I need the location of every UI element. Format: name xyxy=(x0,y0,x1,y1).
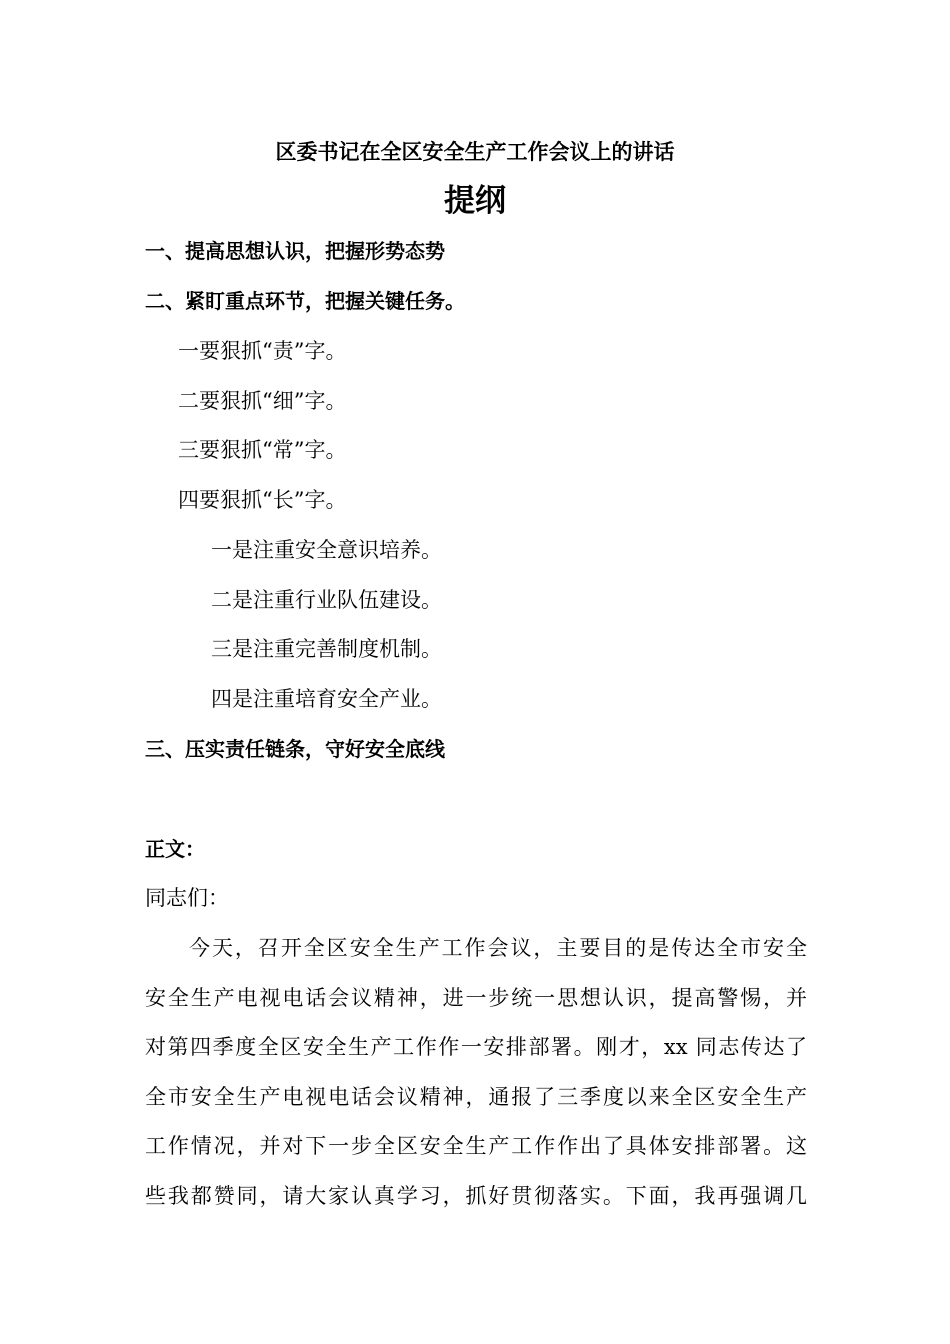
document-subtitle: 提纲 xyxy=(444,183,506,219)
body-line-3: 对第四季度全区安全生产工作作一安排部署。刚才，xx 同志传达了 xyxy=(145,1035,807,1059)
outline-item-3: 三要狠抓“常”字。 xyxy=(178,438,347,462)
body-line-5: 工作情况，并对下一步全区安全生产工作作出了具体安排部署。这 xyxy=(145,1134,807,1158)
body-label: 正文： xyxy=(145,837,205,861)
outline-subitem-3: 三是注重完善制度机制。 xyxy=(211,637,442,661)
document-title: 区委书记在全区安全生产工作会议上的讲话 xyxy=(275,139,675,164)
outline-item-2: 二要狠抓“细”字。 xyxy=(178,389,347,413)
body-line-6: 些我都赞同，请大家认真学习，抓好贯彻落实。下面，我再强调几 xyxy=(145,1184,807,1208)
body-salutation: 同志们： xyxy=(145,886,229,910)
outline-heading-1: 一、提高思想认识，把握形势态势 xyxy=(145,239,445,263)
body-line-4: 全市安全生产电视电话会议精神，通报了三季度以来全区安全生产 xyxy=(145,1085,807,1109)
body-line-2: 安全生产电视电话会议精神，进一步统一思想认识，提高警惕，并 xyxy=(145,986,807,1010)
outline-heading-2: 二、紧盯重点环节，把握关键任务。 xyxy=(145,289,465,313)
outline-subitem-2: 二是注重行业队伍建设。 xyxy=(211,588,442,612)
outline-item-4: 四要狠抓“长”字。 xyxy=(178,488,347,512)
outline-subitem-4: 四是注重培育安全产业。 xyxy=(211,687,442,711)
outline-item-1: 一要狠抓“责”字。 xyxy=(178,339,347,363)
body-line-1: 今天，召开全区安全生产工作会议，主要目的是传达全市安全 xyxy=(189,936,807,960)
outline-subitem-1: 一是注重安全意识培养。 xyxy=(211,538,442,562)
outline-heading-3: 三、压实责任链条，守好安全底线 xyxy=(145,737,445,761)
